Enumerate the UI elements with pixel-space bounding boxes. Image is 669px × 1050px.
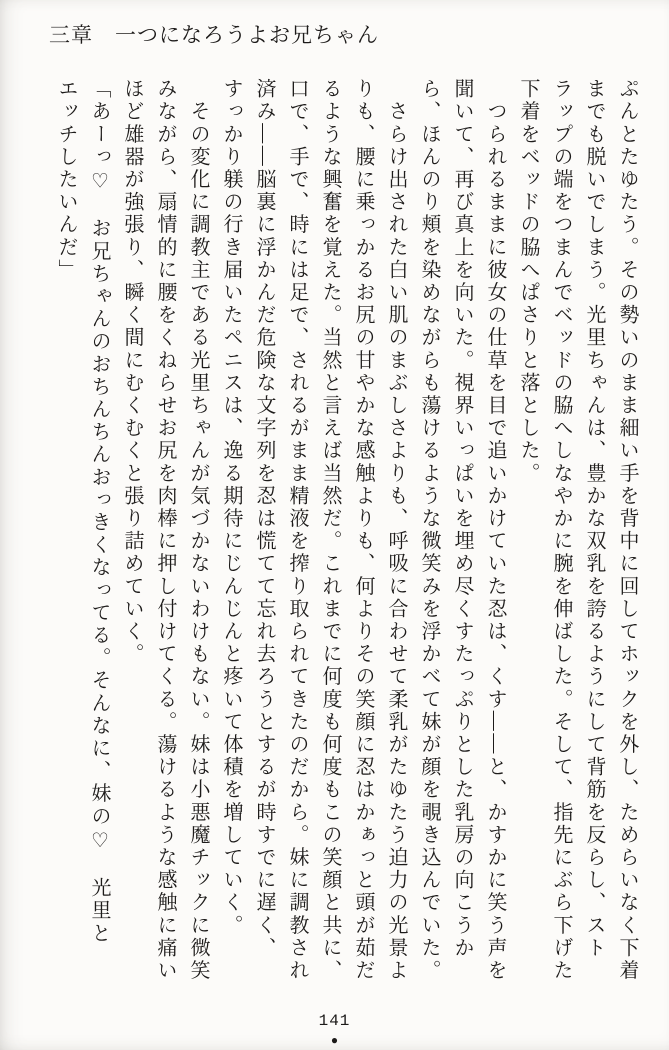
paragraph: ぷんとたゆたう。その勢いのまま細い手を背中に回してホックを外し、ためらいなく下着までも脱いでしまう。光里ちゃんは、豊かな双乳を誇るようにして背筋を反らし、ストラップの端をつまんでベッドの脇へしなやかに腕を伸ばした。そして、指先にぶら下げた下着をベッドの脇へぱさりと落とした。 — [517, 78, 638, 982]
body-text — [49, 78, 643, 986]
paragraph: さらけ出された白い肌のまぶしさよりも、呼吸に合わせて柔乳がたゆたう迫力の光景よりも、腰に乗っかるお尻の甘やかな感触よりも、何よりその笑顔に忍はかぁっと頭が茹だるような興奮を覚えた。当然と言えば当然だ。これまでに何度も何度もこの笑顔と共に、口で、手で、時には足で、されるがまま精液を搾り取られてきたのだから。妹に調教され済み——脳裏に浮かんだ危険な文字列を忍は慌てて忘れ去ろうとするが時すでに遅く、すっかり躾の行き届いたペニスは、逸る期待にじんじんと疼いて体積を増していく。 — [220, 78, 407, 982]
page-number: 141 — [318, 1012, 351, 1030]
paragraph: その変化に調教主である光里ちゃんが気づかないわけもない。妹は小悪魔チックに微笑みながら、扇情的に腰をくねらせお尻を肉棒に押し付けてくる。蕩けるような感触に痛いほど雄器が強張り、瞬く間にむくむくと張り詰めていく。 — [121, 78, 209, 982]
paragraph: 「あーっ♡ お兄ちゃんのおちんちんおっきくなってる。そんなに、妹の♡ 光里とエッチしたいんだ」 — [55, 78, 110, 945]
paragraph: つられるままに彼女の仕草を目で追いかけていた忍は、くす——と、かすかに笑う声を聞いて、再び真上を向いた。視界いっぱいを埋め尽くすたっぷりとした乳房の向こうから、ほんのり頬を染めながらも蕩けるような微笑みを浮かべて妹が顔を覗き込んでいた。 — [418, 78, 506, 982]
footer-dot-icon: ● — [330, 1033, 339, 1047]
chapter-header: 三章 一つになろうよお兄ちゃん — [49, 23, 379, 47]
